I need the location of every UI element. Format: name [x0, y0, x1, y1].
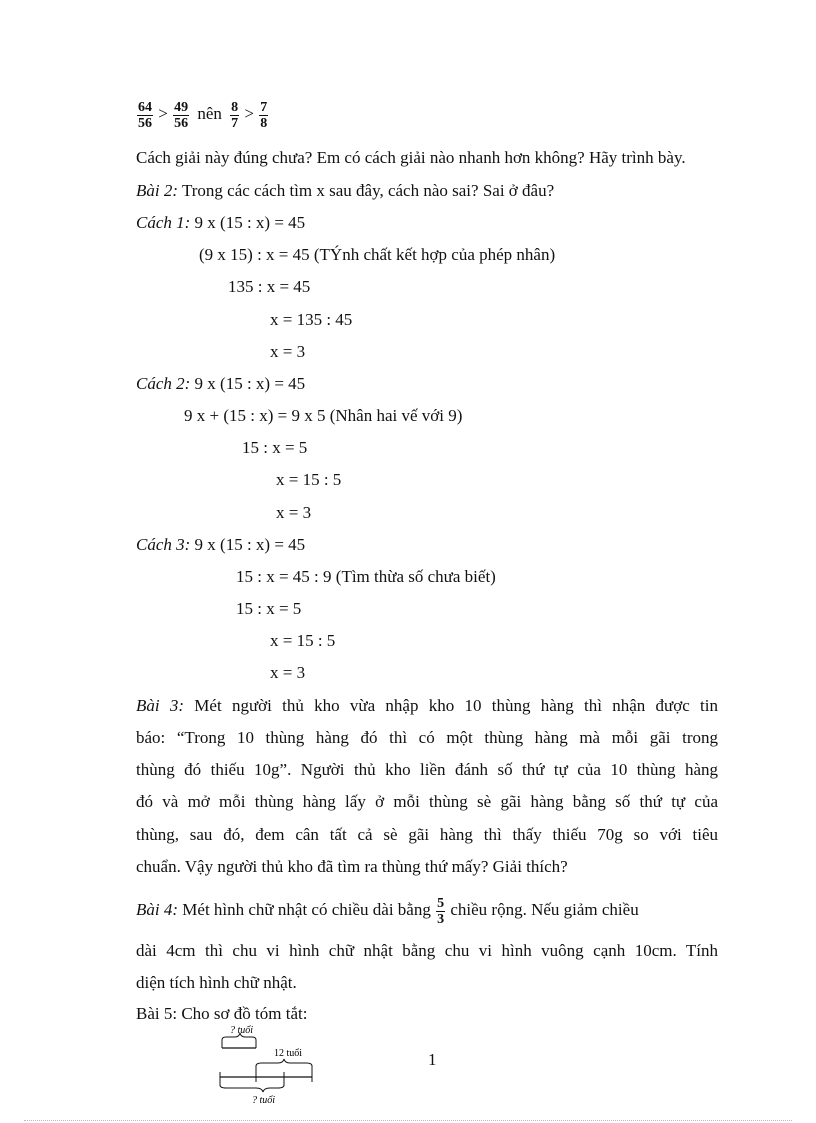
bai4-pre: Mét hình chữ nhật có chiều dài bằng: [178, 900, 431, 919]
cach3-step-2: 15 : x = 5: [236, 599, 302, 618]
top-label: ? tuổi: [230, 1025, 254, 1036]
cach2-step-1: 9 x + (15 : x) = 9 x 5 (Nhân hai vế với 9): [184, 406, 463, 425]
connector-word: nên: [197, 104, 222, 123]
bai3-line-5: thùng, sau đó, đem cân tất cả sè gãi hàng thì thấy thiếu 70g so với tiêu: [136, 825, 718, 844]
footer-dotted-line: [24, 1120, 792, 1121]
bai5-heading: Bài 5: Cho sơ đồ tóm tắt:: [136, 1004, 308, 1023]
greater-than-sign: >: [158, 104, 168, 123]
age-diagram: [212, 1024, 324, 1106]
cach2-heading: [136, 374, 305, 394]
cach3-label: Cách 3:: [136, 535, 191, 554]
greater-than-sign-2: >: [244, 104, 254, 123]
page-number: 1: [428, 1050, 437, 1069]
cach1-head: 9 x (15 : x) = 45: [190, 213, 306, 232]
bai4-line-2: dài 4cm thì chu vi hình chữ nhật bằng chu vi hình vuông cạnh 10cm. Tính: [136, 941, 718, 960]
cach2-head: 9 x (15 : x) = 45: [190, 374, 306, 393]
bai3-line-3: thùng đó thiếu 10g”. Người thủ kho liền đánh số thứ tự của 10 thùng hàng: [136, 760, 718, 779]
mid-label: 12 tuổi: [274, 1048, 303, 1059]
bai2-label: Bài 2:: [136, 181, 179, 200]
cach1-step-4: x = 3: [270, 342, 306, 361]
bai4-post: chiều rộng. Nếu giảm chiều: [450, 900, 639, 919]
intro-fraction-line: [136, 94, 269, 134]
cach2-step-2: 15 : x = 5: [242, 438, 308, 457]
bai4-line-3: diện tích hình chữ nhật.: [136, 973, 297, 992]
fraction-8-7: $\frac{8}{7}$: [231, 99, 239, 131]
cach2-label: Cách 2:: [136, 374, 191, 393]
bai3-line-6: chuẩn. Vậy người thủ kho đã tìm ra thùng thứ mấy? Giải thích?: [136, 857, 568, 876]
cach3-head: 9 x (15 : x) = 45: [190, 535, 306, 554]
cach1-step-2: 135 : x = 45: [228, 277, 311, 296]
bai4-label: Bài 4:: [136, 900, 179, 919]
bottom-brace: [220, 1081, 284, 1092]
bai3-line-4: đó và mở mỗi thùng hàng lấy ở mỗi thùng sè gãi hàng bằng số thứ tự của: [136, 792, 718, 811]
bai3-line-1: [136, 696, 718, 716]
bai2-heading: [136, 181, 554, 201]
bai3-line-1-text: Mét người thủ kho vừa nhập kho 10 thùng hàng thì nhận được tin: [184, 696, 718, 715]
cach3-step-4: x = 3: [270, 663, 306, 682]
fraction-64-56: $\frac{64}{56}$: [138, 99, 152, 131]
mid-brace: [256, 1059, 312, 1073]
cach3-heading: [136, 535, 305, 555]
cach1-heading: [136, 213, 305, 233]
fraction-5-3: $\frac{5}{3}$: [437, 895, 445, 927]
cach1-label: Cách 1:: [136, 213, 191, 232]
fraction-49-56: $\frac{49}{56}$: [174, 99, 189, 131]
fraction-7-8: $\frac{7}{8}$: [260, 99, 268, 131]
question-line: Cách giải này đúng chưa? Em có cách giải nào nhanh hơn không? Hãy trình bày.: [136, 148, 686, 167]
cach2-step-4: x = 3: [276, 503, 312, 522]
cach1-step-1: (9 x 15) : x = 45 (TÝnh chất kết hợp của phép nhân): [199, 245, 556, 264]
cach3-step-1: 15 : x = 45 : 9 (Tìm thừa số chưa biết): [236, 567, 496, 586]
cach3-step-3: x = 15 : 5: [270, 631, 336, 650]
bai3-line-2: báo: “Trong 10 thùng hàng đó thì có một thùng hàng mà mỗi gãi trong: [136, 728, 718, 747]
bai4-line-1: [136, 890, 718, 930]
bai3-label: Bài 3:: [136, 696, 185, 715]
cach2-step-3: x = 15 : 5: [276, 470, 342, 489]
bottom-label: ? tuổi: [252, 1095, 276, 1106]
bai2-text: Trong các cách tìm x sau đây, cách nào sai? Sai ở đâu?: [178, 181, 555, 200]
cach1-step-3: x = 135 : 45: [270, 310, 353, 329]
